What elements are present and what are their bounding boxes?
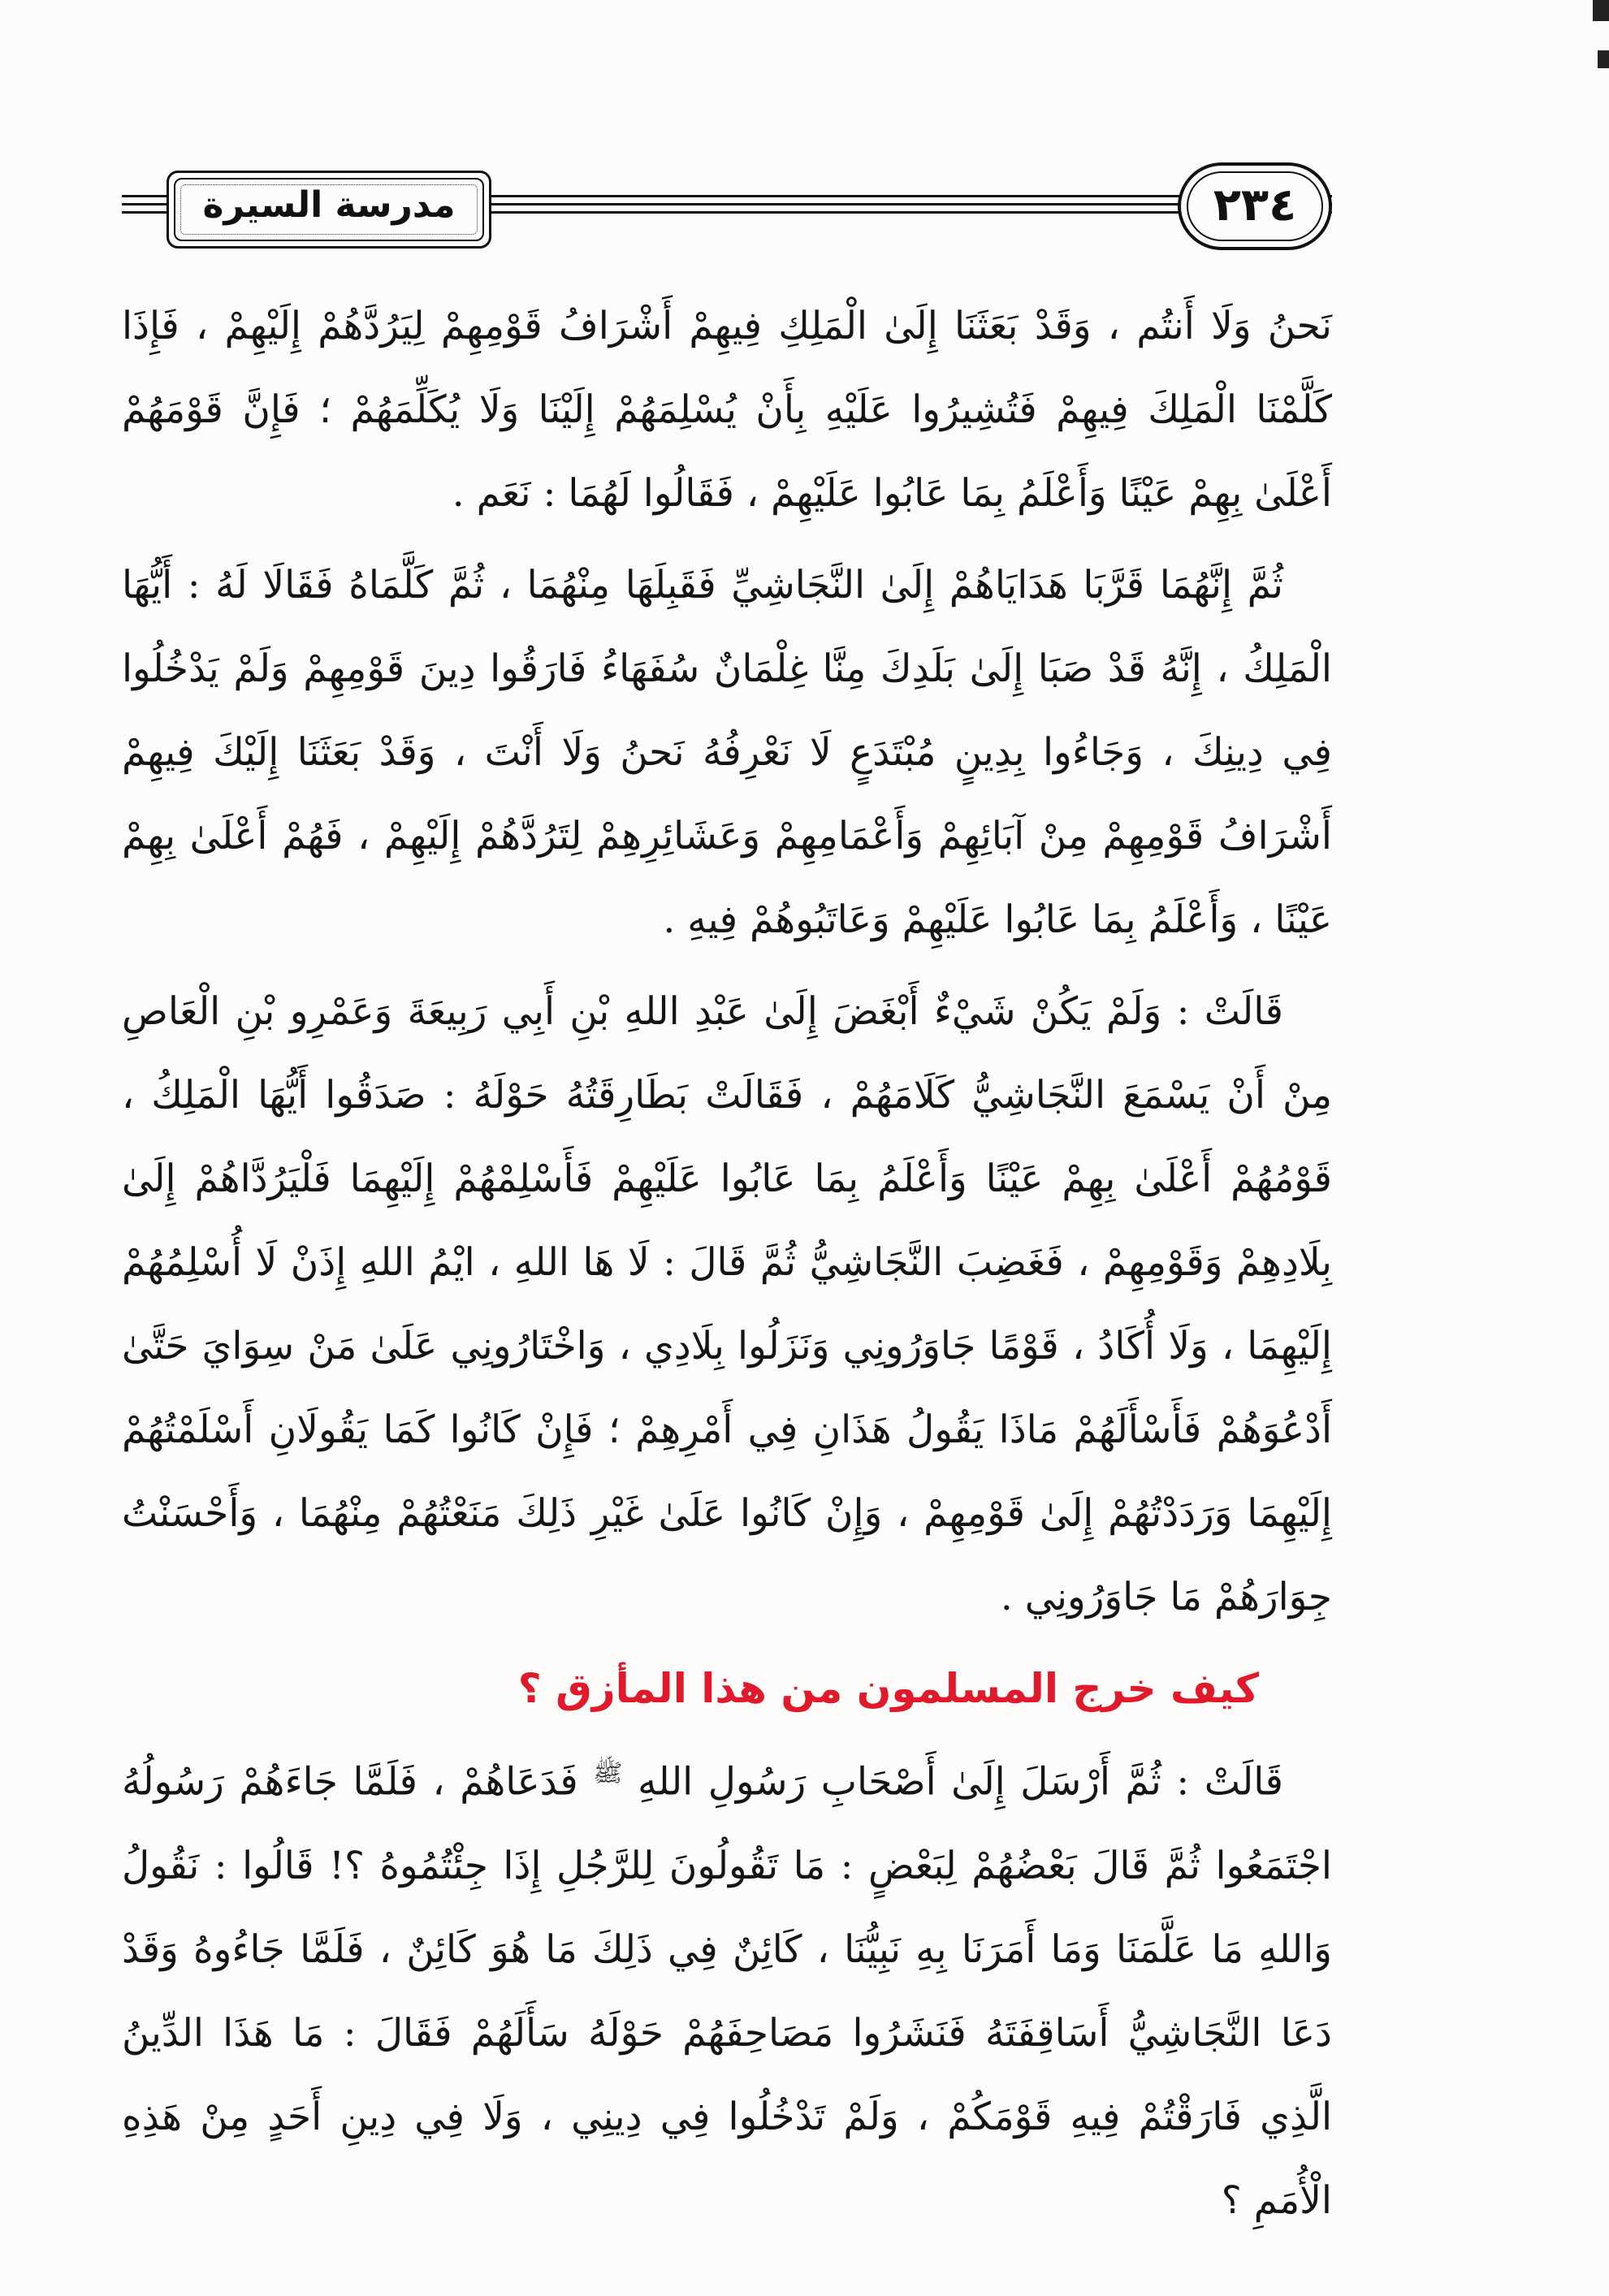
- edge-mark-top: [1593, 0, 1609, 21]
- book-title: مدرسة السيرة: [202, 184, 456, 226]
- page-number: ٢٣٤: [1213, 179, 1297, 231]
- paragraph-3: قَالَتْ : وَلَمْ يَكُنْ شَيْءٌ أَبْغَضَ إِلَىٰ عَبْدِ اللهِ بْنِ أَبِي رَبِيعَةَ وَعَمْرِو بْنِ الْعَاصِ مِنْ أَنْ يَسْمَعَ النَّجَاشِيُّ كَلَامَهُمْ ، فَقَالَتْ بَطَارِقَتُهُ حَوْلَهُ : صَدَقُوا أَيُّهَا الْمَلِكُ ، قَوْمُهُمْ أَعْلَىٰ بِهِمْ عَيْنًا وَأَعْلَمُ بِمَا عَابُوا عَلَيْهِمْ فَأَسْلِمْهُمْ إِلَيْهِمَا فَلْيَرُدَّاهُمْ إِلَىٰ بِلَادِهِمْ وَقَوْمِهِمْ ، فَغَضِبَ النَّجَاشِيُّ ثُمَّ قَالَ : لَا هَا اللهِ ، ايْمُ اللهِ إِذَنْ لَا أُسْلِمُهُمْ إِلَيْهِمَا ، وَلَا أُكَادُ ، قَوْمًا جَاوَرُونِي وَنَزَلُوا بِلَادِي ، وَاخْتَارُونِي عَلَىٰ مَنْ سِوَايَ حَتَّىٰ أَدْعُوَهُمْ فَأَسْأَلَهُمْ مَاذَا يَقُولُ هَذَانِ فِي أَمْرِهِمْ ؛ فَإِنْ كَانُوا كَمَا يَقُولَانِ أَسْلَمْتُهُمْ إِلَيْهِمَا وَرَدَدْتُهُمْ إِلَىٰ قَوْمِهِمْ ، وَإِنْ كَانُوا عَلَىٰ غَيْرِ ذَلِكَ مَنَعْتُهُمْ مِنْهُمَا ، وَأَحْسَنْتُ جِوَارَهُمْ مَا جَاوَرُونِي .: [122, 989, 1332, 1619]
- edge-mark-second: [1598, 50, 1609, 68]
- section-subheading: كيف خرج المسلمون من هذا المأزق ؟: [517, 1665, 1259, 1712]
- paragraph-4-part-b: فَدَعَاهُمْ ، فَلَمَّا جَاءَهُمْ رَسُولُهُ اجْتَمَعُوا ثُمَّ قَالَ بَعْضُهُمْ لِبَعْضٍ : مَا تَقُولُونَ لِلرَّجُلِ إِذَا جِئْتُمُوهُ ؟! قَالُوا : نَقُولُ وَاللهِ مَا عَلَّمَنَا وَمَا أَمَرَنَا بِهِ نَبِيُّنَا ، كَائِنٌ فِي ذَلِكَ مَا هُوَ كَائِنٌ ، فَلَمَّا جَاءُوهُ وَقَدْ دَعَا النَّجَاشِيُّ أَسَاقِفَتَهُ فَنَشَرُوا مَصَاحِفَهُمْ حَوْلَهُ سَأَلَهُمْ فَقَالَ : مَا هَذَا الدِّينُ الَّذِي فَارَقْتُمْ فِيهِ قَوْمَكُمْ ، وَلَمْ تَدْخُلُوا فِي دِينِي ، وَلَا فِي دِينِ أَحَدٍ مِنْ هَذِهِ الْأُمَمِ ؟: [122, 1759, 1332, 2223]
- paragraph-2: ثُمَّ إِنَّهُمَا قَرَّبَا هَدَايَاهُمْ إِلَىٰ النَّجَاشِيِّ فَقَبِلَهَا مِنْهُمَا ، ثُمَّ كَلَّمَاهُ فَقَالَا لَهُ : أَيُّهَا الْمَلِكُ ، إِنَّهُ قَدْ صَبَا إِلَىٰ بَلَدِكَ مِنَّا غِلْمَانٌ سُفَهَاءُ فَارَقُوا دِينَ قَوْمِهِمْ وَلَمْ يَدْخُلُوا فِي دِينِكَ ، وَجَاءُوا بِدِينٍ مُبْتَدَعٍ لَا نَعْرِفُهُ نَحنُ وَلَا أَنْتَ ، وَقَدْ بَعَثَنَا إِلَيْكَ فِيهِمْ أَشْرَافُ قَوْمِهِمْ مِنْ آبَائِهِمْ وَأَعْمَامِهِمْ وَعَشَائِرِهِمْ لِتَرُدَّهُمْ إِلَيْهِمْ ، فَهُمْ أَعْلَىٰ بِهِمْ عَيْنًا ، وَأَعْلَمُ بِمَا عَابُوا عَلَيْهِمْ وَعَاتَبُوهُمْ فِيهِ .: [122, 563, 1332, 942]
- paragraph-1: نَحنُ وَلَا أَنتُم ، وَقَدْ بَعَثَنَا إِلَىٰ الْمَلِكِ فِيهِمْ أَشْرَافُ قَوْمِهِمْ لِيَرُدَّهُمْ إِلَيْهِمْ ، فَإِذَا كَلَّمْنَا الْمَلِكَ فِيهِمْ فَتُشِيرُوا عَلَيْهِ بِأَنْ يُسْلِمَهُمْ إِلَيْنَا وَلَا يُكَلِّمَهُمْ ؛ فَإِنَّ قَوْمَهُمْ أَعْلَىٰ بِهِمْ عَيْنًا وَأَعْلَمُ بِمَا عَابُوا عَلَيْهِمْ ، فَقَالُوا لَهُمَا : نَعَم .: [122, 304, 1332, 516]
- page-number-badge: [1178, 162, 1332, 250]
- honorific-symbol: ﷺ: [593, 1759, 623, 1788]
- paragraph-4-part-a: قَالَتْ : ثُمَّ أَرْسَلَ إِلَىٰ أَصْحَابِ رَسُولِ اللهِ: [638, 1759, 1283, 1805]
- paragraph-4: [122, 1732, 1332, 2242]
- page-header: [122, 162, 1332, 252]
- subheading-line: [122, 1647, 1332, 1732]
- body-text: [122, 284, 1332, 2251]
- title-cartouche: [167, 171, 491, 249]
